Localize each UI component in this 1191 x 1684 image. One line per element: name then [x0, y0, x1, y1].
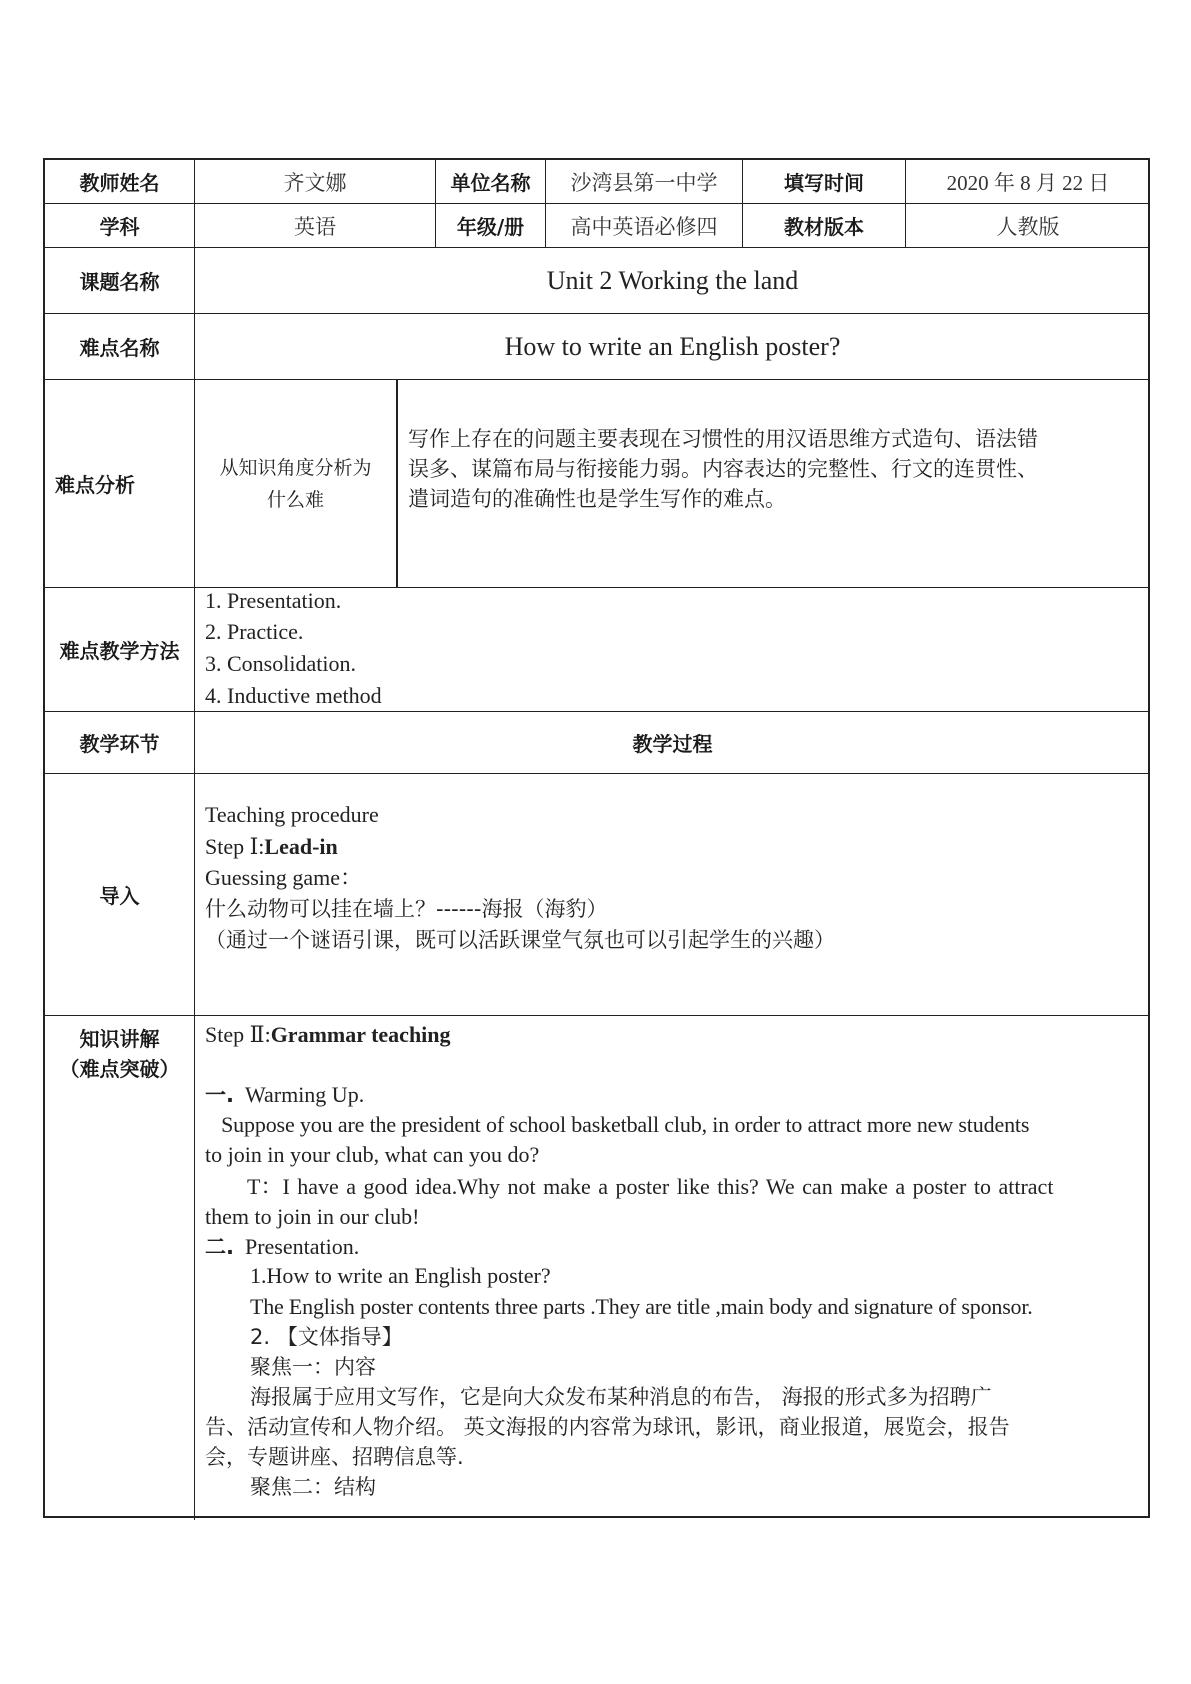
- edition-label: 教材版本: [743, 204, 906, 248]
- knowledge-content: [195, 1016, 1150, 1520]
- question-1: 1.How to write an English poster?: [250, 1263, 551, 1288]
- warming-heading: [205, 1080, 364, 1110]
- warming-para-2: T：I have a good idea.Why not make a poster like this? We can make a poster to attract: [247, 1174, 1054, 1199]
- analysis-sublabel-line2: 什么难: [266, 488, 324, 511]
- method-item: 1. Presentation.: [205, 588, 342, 613]
- intro-line-5: （通过一个谜语引课，既可以活跃课堂气氛也可以引起学生的兴趣）: [205, 928, 835, 952]
- intro-line-3: Guessing game：: [205, 865, 363, 890]
- intro-line-1: Teaching procedure: [205, 802, 379, 827]
- warming-title: Warming Up.: [244, 1082, 365, 1107]
- analysis-content: [398, 380, 1150, 588]
- chinese-para-line-3: 会，专题讲座、招聘信息等.: [205, 1445, 464, 1469]
- warming-para-1-text: Suppose you are the president of school basketball club, in order to attract more new students: [221, 1112, 1030, 1137]
- analysis-sublabel-line1: 从知识角度分析为: [219, 456, 372, 479]
- knowledge-label: [45, 1016, 195, 1520]
- analysis-line-1: 写作上存在的问题主要表现在习惯性的用汉语思维方式造句、语法错: [408, 427, 1038, 451]
- subject-label: 学科: [45, 204, 195, 248]
- knowledge-label-line2: （难点突破）: [59, 1057, 180, 1081]
- intro-step-prefix: Step Ⅰ:: [205, 834, 265, 859]
- edition-value: 人教版: [906, 204, 1150, 248]
- intro-step: [205, 832, 338, 862]
- intro-content: [195, 774, 1150, 1016]
- method-item: 4. Inductive method: [205, 683, 382, 708]
- method-item: 2. Practice.: [205, 619, 304, 644]
- presentation-number: 二.: [205, 1235, 234, 1259]
- knowledge-step-prefix: Step Ⅱ:: [205, 1022, 271, 1047]
- subject-value: 英语: [195, 204, 436, 248]
- difficulty-value: How to write an English poster?: [195, 314, 1150, 380]
- grade-value: 高中英语必修四: [546, 204, 743, 248]
- teacher-name-value: 齐文娜: [195, 160, 436, 204]
- warming-para-1b: to join in your club, what can you do?: [205, 1142, 540, 1167]
- knowledge-step-title: Grammar teaching: [270, 1022, 451, 1047]
- knowledge-step: [205, 1020, 451, 1050]
- warming-para-2b: them to join in our club!: [205, 1204, 420, 1229]
- chinese-para-line-1: 海报属于应用文写作，它是向大众发布某种消息的布告， 海报的形式多为招聘广: [250, 1385, 992, 1409]
- presentation-heading: [205, 1232, 359, 1262]
- lesson-plan-table: [43, 158, 1150, 1518]
- knowledge-label-line1: 知识讲解: [79, 1027, 160, 1051]
- unit-name-label: 单位名称: [436, 160, 546, 204]
- grade-label: 年级/册: [436, 204, 546, 248]
- topic-value: Unit 2 Working the land: [195, 248, 1150, 314]
- question-1-answer: The English poster contents three parts .They are title ,main body and signature of sponsor.: [250, 1294, 1033, 1319]
- intro-label: 导入: [45, 774, 195, 1016]
- fill-date-value: 2020 年 8 月 22 日: [906, 160, 1150, 204]
- warming-para-1: [205, 1110, 1133, 1140]
- process-header-label: 教学环节: [45, 712, 195, 774]
- fill-date-label: 填写时间: [743, 160, 906, 204]
- analysis-line-2: 误多、谋篇布局与衔接能力弱。内容表达的完整性、行文的连贯性、: [408, 457, 1038, 481]
- focus-1: 聚焦一：内容: [250, 1355, 376, 1379]
- warming-number: 一.: [205, 1083, 234, 1107]
- unit-name-value: 沙湾县第一中学: [546, 160, 743, 204]
- chinese-para-line-2: 告、活动宣传和人物介绍。 英文海报的内容常为球讯，影讯，商业报道，展览会，报告: [205, 1415, 1010, 1439]
- process-header-value: 教学过程: [195, 712, 1150, 774]
- analysis-label: 难点分析: [45, 380, 195, 588]
- teacher-name-label: 教师姓名: [45, 160, 195, 204]
- analysis-sublabel: [195, 380, 398, 588]
- analysis-line-3: 遣词造句的准确性也是学生写作的难点。: [408, 487, 786, 511]
- question-2: 2. 【文体指导】: [250, 1325, 403, 1349]
- focus-2: 聚焦二：结构: [250, 1475, 376, 1499]
- difficulty-label: 难点名称: [45, 314, 195, 380]
- intro-line-4: 什么动物可以挂在墙上？------海报（海豹）: [205, 897, 608, 921]
- topic-label: 课题名称: [45, 248, 195, 314]
- methods-label: 难点教学方法: [45, 588, 195, 712]
- method-item: 3. Consolidation.: [205, 651, 356, 676]
- intro-step-title: Lead-in: [264, 834, 338, 859]
- presentation-title: Presentation.: [244, 1234, 360, 1259]
- methods-content: [195, 588, 1150, 712]
